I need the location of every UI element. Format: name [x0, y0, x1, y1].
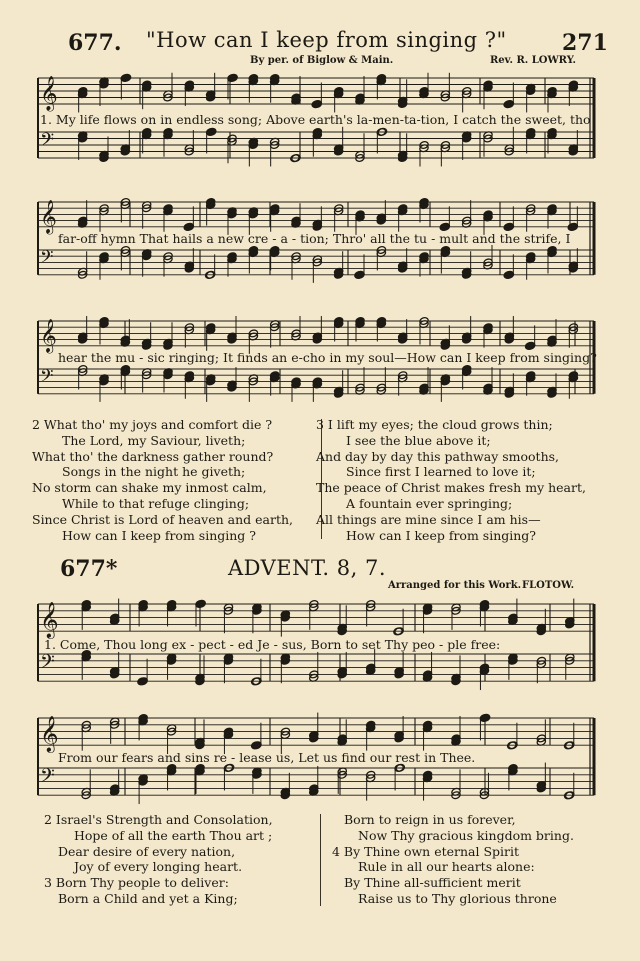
advent-lyric-line-2: From our fears and sins re - lease us, Let us find our rest in Thee.: [58, 750, 476, 765]
advent-verse-divider: [320, 814, 321, 906]
note-head: [121, 73, 131, 82]
verse-3-line: All things are mine since I am his—: [316, 511, 541, 527]
advent-verses-right: [332, 812, 574, 907]
bass-clef-icon: 𝄢: [40, 651, 55, 678]
permission-credit: By per. of Biglow & Main.: [250, 55, 394, 66]
bass-clef-icon: 𝄢: [40, 365, 54, 391]
arranged-credit: Arranged for this Work.: [388, 580, 522, 591]
treble-clef-icon: 𝄞: [40, 76, 58, 111]
page-number: 271: [562, 30, 608, 56]
note-head: [251, 741, 261, 750]
verse-3: [316, 417, 586, 543]
lyric-line-2: far-off hymn That hails a new cre - a - tion; Thro' all the tu - mult and the strife, I: [58, 231, 571, 246]
verse-3-line: 3 I lift my eyes; the cloud grows thin;: [316, 417, 553, 432]
verse-3-line: I see the blue above it;: [346, 432, 491, 448]
advent-verse-line: Hope of all the earth Thou art ;: [74, 827, 273, 843]
lyric-line-3: hear the mu - sic ringing; It finds an e-cho in my soul—How can I keep from singing?: [58, 350, 597, 365]
advent-verse-line: Raise us to Thy glorious throne: [358, 890, 557, 906]
note-head: [503, 100, 513, 109]
verse-3-line: The peace of Christ makes fresh my heart,: [316, 480, 586, 496]
note-head: [354, 271, 364, 280]
advent-verse-line: Dear desire of every nation,: [58, 843, 236, 859]
hymn-title: "How can I keep from singing ?": [146, 28, 507, 52]
treble-clef-icon: 𝄞: [40, 199, 57, 233]
hymn-title-advent: ADVENT. 8, 7.: [228, 556, 387, 580]
note-head: [480, 713, 490, 722]
advent-verse-line: Now Thy gracious kingdom bring.: [358, 827, 574, 843]
bass-clef-icon: 𝄢: [40, 765, 55, 792]
bass-clef-icon: 𝄢: [40, 128, 55, 155]
lyric-line-1: 1. My life flows on in endless song; Above earth's la-men-ta-tion, I catch the sweet, tho: [40, 112, 591, 127]
hymn-number-advent: 677*: [60, 556, 118, 582]
verse-2-line: What tho' the darkness gather round?: [32, 448, 274, 464]
advent-verse-line: Joy of every longing heart.: [74, 859, 243, 875]
advent-verse-line: Born a Child and yet a King;: [58, 890, 238, 906]
verse-3-line: And day by day this pathway smooths,: [316, 448, 560, 464]
verse-2-line: The Lord, my Saviour, liveth;: [62, 432, 246, 448]
note-head: [503, 271, 513, 280]
note-head: [196, 599, 206, 608]
treble-clef-icon: 𝄞: [40, 716, 59, 753]
verse-2-line: Songs in the night he giveth;: [62, 464, 246, 480]
advent-verse-line: By Thine all-sufficient merit: [344, 875, 521, 891]
composer-credit-advent: FLOTOW.: [522, 580, 575, 591]
advent-verses-left: [44, 812, 273, 907]
verse-3-line: How can I keep from singing?: [346, 527, 537, 543]
verse-2-line: 2 What tho' my joys and comfort die ?: [32, 417, 273, 432]
treble-clef-icon: 𝄞: [40, 602, 59, 639]
note-head: [311, 100, 321, 109]
verse-2-line: How can I keep from singing ?: [62, 527, 256, 543]
treble-clef-icon: 𝄞: [40, 318, 57, 352]
advent-verse-line: 2 Israel's Strength and Consolation,: [44, 812, 273, 827]
advent-verse-line: Born to reign in us forever,: [344, 812, 516, 827]
composer-credit: Rev. R. LOWRY.: [490, 55, 577, 66]
verse-2-line: While to that refuge clinging;: [62, 495, 250, 511]
advent-verse-line: 3 Born Thy people to deliver:: [44, 875, 229, 891]
verse-2: [32, 417, 293, 543]
verse-3-line: Since first I learned to love it;: [346, 464, 536, 480]
verse-2-line: Since Christ is Lord of heaven and earth,: [32, 511, 294, 527]
advent-verse-line: Rule in all our hearts alone:: [358, 859, 535, 875]
note-head: [207, 127, 217, 136]
advent-lyric-line-1: 1. Come, Thou long ex - pect - ed Je - sus, Born to set Thy peo - ple free:: [44, 637, 501, 652]
advent-verse-line: 4 By Thine own eternal Spirit: [332, 843, 520, 859]
bass-clef-icon: 𝄢: [40, 246, 54, 272]
note-head: [137, 677, 147, 686]
verse-3-line: A fountain ever springing;: [346, 495, 513, 511]
verse-2-line: No storm can shake my inmost calm,: [32, 480, 267, 496]
hymn-number: 677.: [68, 30, 122, 56]
